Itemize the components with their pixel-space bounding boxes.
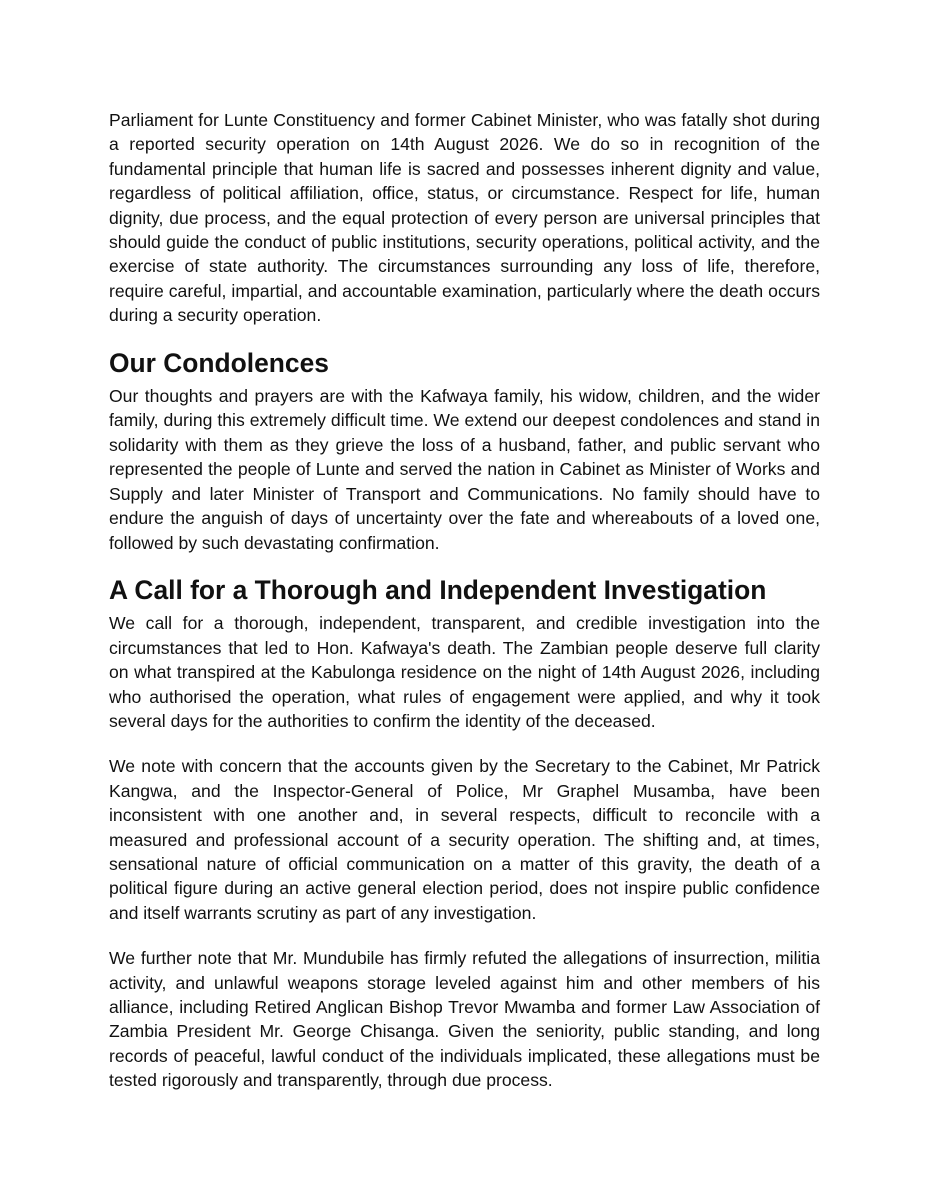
investigation-paragraph-1: We call for a thorough, independent, transparent, and credible investigation into the circumstances that led to Hon. Kafwaya's death. The Zambian people deserve full clarity on what transpired at the Kabulonga residence on the night of 14th August 2026, including who authorised the operation, what rules of engagement were applied, and why it took several days for the authorities to confirm the identity of the deceased. — [109, 613, 820, 731]
document-page — [109, 108, 820, 1093]
investigation-paragraph-3: We further note that Mr. Mundubile has firmly refuted the allegations of insurrection, militia activity, and unlawful weapons storage leveled against him and other members of his alliance, including Retired Anglican Bishop Trevor Mwamba and former Law Association of Zambia President Mr. George Chisanga. Given the seniority, public standing, and long records of peaceful, lawful conduct of the individuals implicated, these allegations must be tested rigorously and transparently, through due process. — [109, 948, 820, 1091]
intro-paragraph: Parliament for Lunte Constituency and former Cabinet Minister, who was fatally shot during a reported security operation on 14th August 2026. We do so in recognition of the fundamental principle that human life is sacred and possesses inherent dignity and value, regardless of political affiliation, office, status, or circumstance. Respect for life, human dignity, due process, and the equal protection of every person are universal principles that should guide the conduct of public institutions, security operations, political activity, and the exercise of state authority. The circumstances surrounding any loss of life, therefore, require careful, impartial, and accountable examination, particularly where the death occurs during a security operation. — [109, 110, 820, 326]
investigation-paragraph-2: We note with concern that the accounts given by the Secretary to the Cabinet, Mr Patrick Kangwa, and the Inspector-General of Police, Mr Graphel Musamba, have been inconsistent with one another and, in several respects, difficult to reconcile with a measured and professional account of a security operation. The shifting and, at times, sensational nature of official communication on a matter of this gravity, the death of a political figure during an active general election period, does not inspire public confidence and itself warrants scrutiny as part of any investigation. — [109, 756, 820, 923]
section-heading-condolences: Our Condolences — [109, 347, 329, 378]
section-heading-investigation: A Call for a Thorough and Independent Investigation — [109, 574, 767, 605]
condolences-paragraph: Our thoughts and prayers are with the Kafwaya family, his widow, children, and the wider family, during this extremely difficult time. We extend our deepest condolences and stand in solidarity with them as they grieve the loss of a husband, father, and public servant who represented the people of Lunte and served the nation in Cabinet as Minister of Works and Supply and later Minister of Transport and Communications. No family should have to endure the anguish of days of uncertainty over the fate and whereabouts of a loved one, followed by such devastating confirmation. — [109, 386, 820, 553]
